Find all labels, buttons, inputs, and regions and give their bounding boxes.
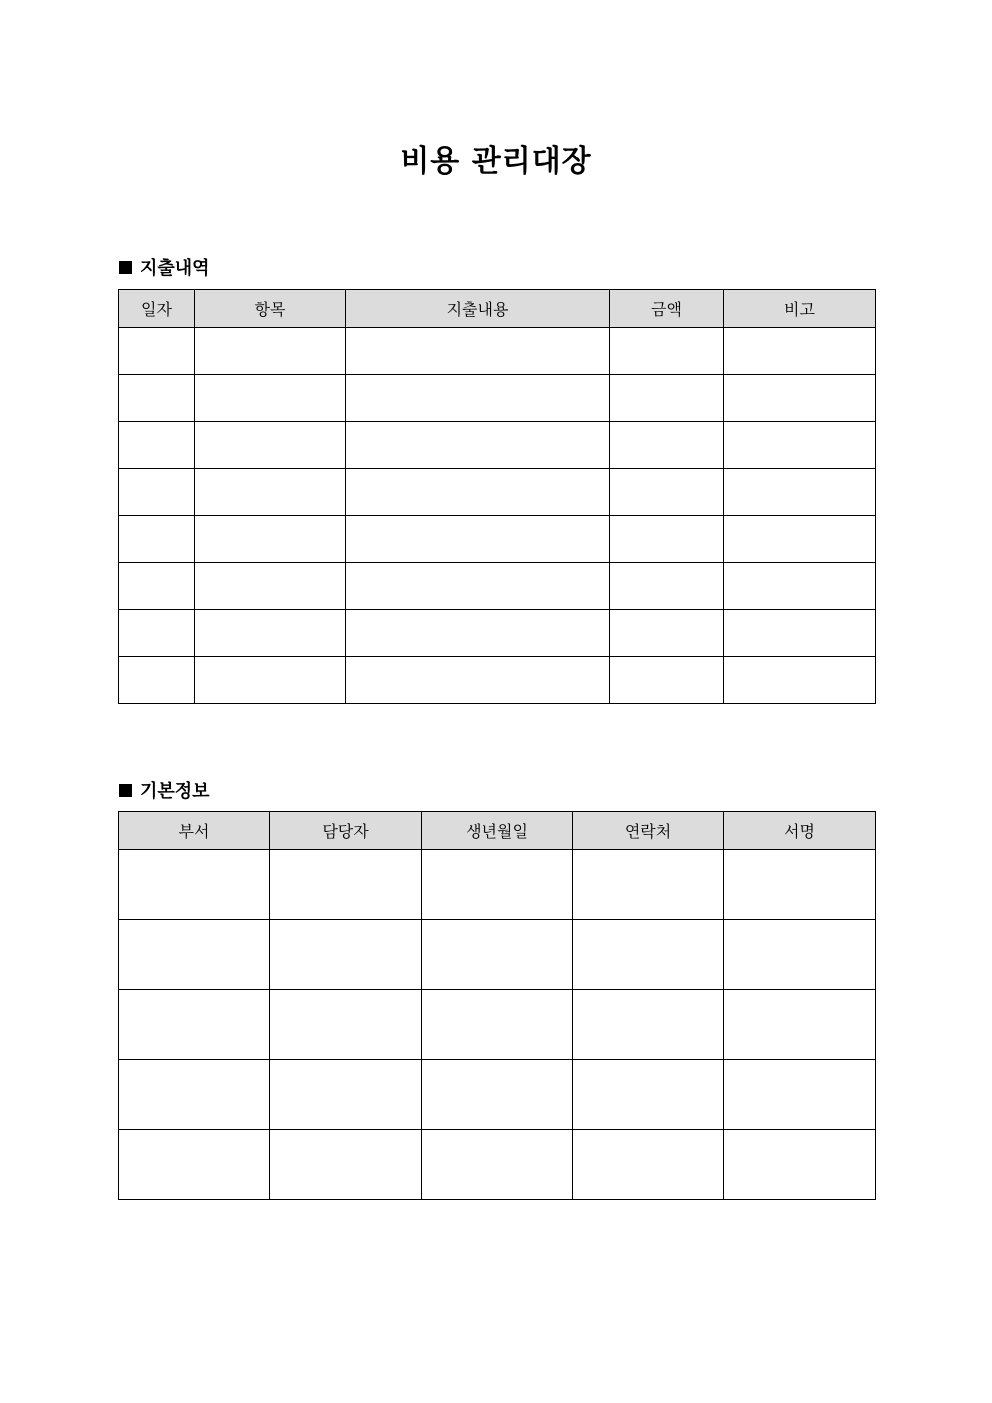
col-header-signature: 서명 [724, 812, 876, 850]
table-cell[interactable] [119, 610, 195, 657]
table-cell[interactable] [573, 1130, 724, 1200]
table-cell[interactable] [119, 1130, 270, 1200]
table-cell[interactable] [119, 516, 195, 563]
table-row [119, 328, 876, 375]
table-cell[interactable] [270, 1060, 422, 1130]
table-cell[interactable] [724, 657, 876, 704]
table-cell[interactable] [119, 469, 195, 516]
table-cell[interactable] [119, 422, 195, 469]
table-cell[interactable] [724, 328, 876, 375]
table-cell[interactable] [270, 990, 422, 1060]
table-row [119, 850, 876, 920]
info-table [118, 811, 876, 1200]
table-cell[interactable] [422, 850, 573, 920]
col-header-department: 부서 [119, 812, 270, 850]
table-cell[interactable] [724, 469, 876, 516]
table-row [119, 469, 876, 516]
table-cell[interactable] [724, 516, 876, 563]
col-header-item: 항목 [195, 290, 346, 328]
col-header-birthdate: 생년월일 [422, 812, 573, 850]
table-row [119, 1130, 876, 1200]
expense-section-heading [119, 254, 210, 280]
table-cell[interactable] [119, 850, 270, 920]
table-cell[interactable] [573, 1060, 724, 1130]
table-row [119, 657, 876, 704]
table-cell[interactable] [724, 990, 876, 1060]
col-header-note: 비고 [724, 290, 876, 328]
table-cell[interactable] [119, 920, 270, 990]
table-cell[interactable] [346, 422, 610, 469]
table-cell[interactable] [119, 375, 195, 422]
table-cell[interactable] [346, 610, 610, 657]
table-cell[interactable] [724, 375, 876, 422]
table-cell[interactable] [195, 657, 346, 704]
table-cell[interactable] [610, 328, 724, 375]
square-bullet-icon [119, 784, 132, 797]
table-row [119, 422, 876, 469]
expense-body [119, 328, 876, 704]
info-body [119, 850, 876, 1200]
table-cell[interactable] [724, 1060, 876, 1130]
table-cell[interactable] [195, 328, 346, 375]
table-cell[interactable] [195, 563, 346, 610]
table-cell[interactable] [346, 657, 610, 704]
table-row [119, 563, 876, 610]
table-cell[interactable] [119, 657, 195, 704]
table-cell[interactable] [346, 375, 610, 422]
table-cell[interactable] [422, 1060, 573, 1130]
table-cell[interactable] [724, 563, 876, 610]
table-cell[interactable] [724, 610, 876, 657]
table-cell[interactable] [610, 469, 724, 516]
table-cell[interactable] [346, 516, 610, 563]
table-cell[interactable] [610, 516, 724, 563]
table-cell[interactable] [610, 422, 724, 469]
col-header-amount: 금액 [610, 290, 724, 328]
expense-heading-label: 지출내역 [140, 258, 210, 279]
table-cell[interactable] [119, 990, 270, 1060]
col-header-description: 지출내용 [346, 290, 610, 328]
table-cell[interactable] [270, 850, 422, 920]
table-cell[interactable] [346, 469, 610, 516]
info-header-row [119, 812, 876, 850]
table-row [119, 920, 876, 990]
table-cell[interactable] [346, 328, 610, 375]
table-cell[interactable] [270, 920, 422, 990]
table-row [119, 1060, 876, 1130]
table-cell[interactable] [724, 1130, 876, 1200]
document-title: 비용 관리대장 [400, 144, 592, 179]
info-section-heading [119, 777, 210, 803]
table-cell[interactable] [270, 1130, 422, 1200]
table-cell[interactable] [422, 920, 573, 990]
table-row [119, 610, 876, 657]
table-row [119, 516, 876, 563]
table-cell[interactable] [573, 920, 724, 990]
table-cell[interactable] [195, 610, 346, 657]
table-cell[interactable] [610, 610, 724, 657]
expense-header-row [119, 290, 876, 328]
table-cell[interactable] [119, 328, 195, 375]
table-row [119, 990, 876, 1060]
expense-table [118, 289, 876, 704]
col-header-manager: 담당자 [270, 812, 422, 850]
table-cell[interactable] [195, 469, 346, 516]
col-header-date: 일자 [119, 290, 195, 328]
col-header-contact: 연락처 [573, 812, 724, 850]
table-cell[interactable] [119, 1060, 270, 1130]
table-cell[interactable] [195, 375, 346, 422]
square-bullet-icon [119, 261, 132, 274]
table-cell[interactable] [422, 1130, 573, 1200]
table-cell[interactable] [610, 657, 724, 704]
table-cell[interactable] [195, 516, 346, 563]
table-cell[interactable] [724, 422, 876, 469]
table-cell[interactable] [610, 375, 724, 422]
table-cell[interactable] [195, 422, 346, 469]
table-cell[interactable] [724, 850, 876, 920]
table-cell[interactable] [610, 563, 724, 610]
table-cell[interactable] [346, 563, 610, 610]
table-cell[interactable] [724, 920, 876, 990]
info-heading-label: 기본정보 [140, 781, 210, 802]
table-cell[interactable] [573, 990, 724, 1060]
table-cell[interactable] [422, 990, 573, 1060]
table-cell[interactable] [119, 563, 195, 610]
table-cell[interactable] [573, 850, 724, 920]
table-row [119, 375, 876, 422]
